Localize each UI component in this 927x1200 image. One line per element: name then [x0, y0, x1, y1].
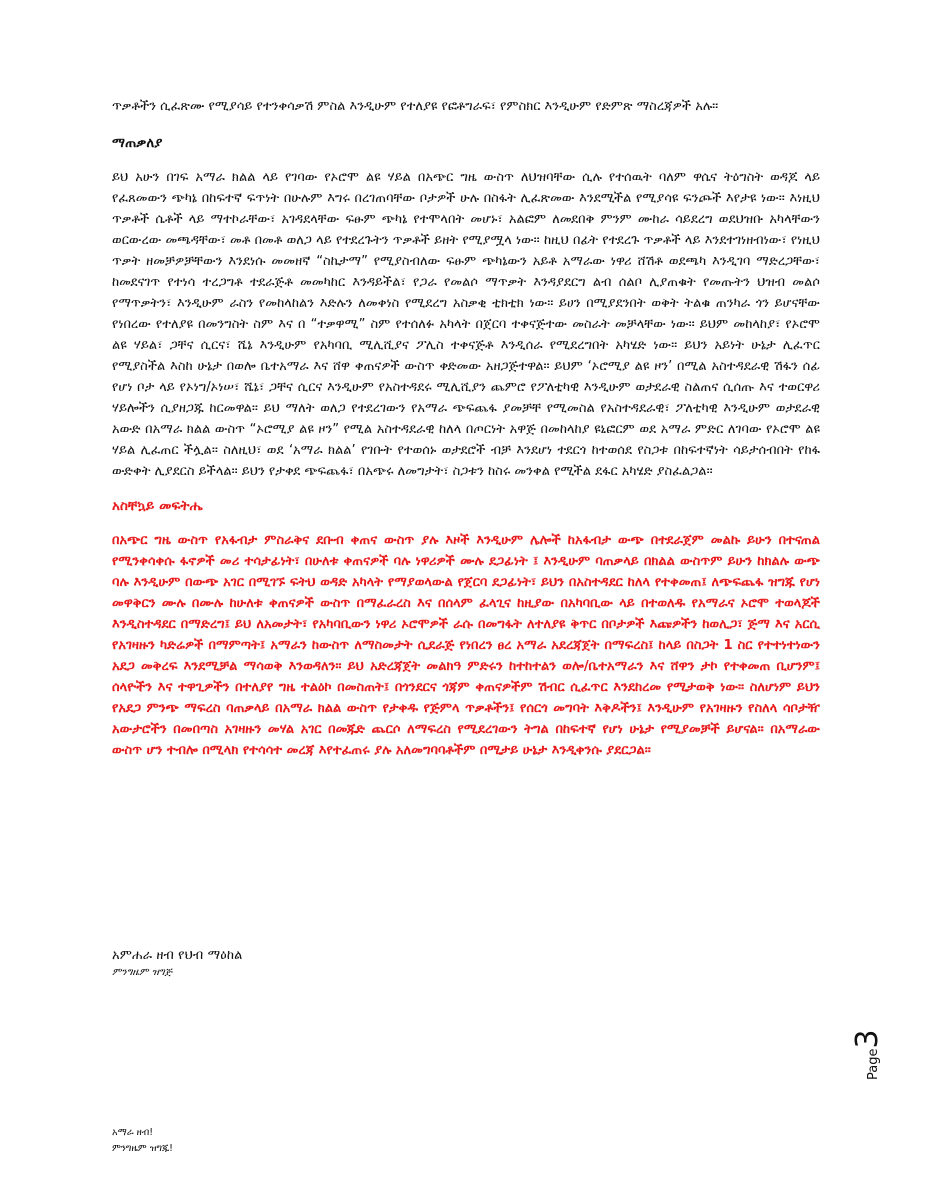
conclusion-heading: ማጠቃለያ — [112, 135, 163, 151]
signature-organization: አምሐራ ዘብ የህብ ማዕከል — [112, 948, 243, 963]
page-label: Page — [866, 1048, 881, 1080]
footer-line-1: አማራ ዘብ! — [112, 1127, 154, 1138]
page-number-rotated — [850, 1029, 885, 1080]
page-number-value: 3 — [850, 1029, 885, 1049]
page-number — [850, 1029, 900, 1100]
solution-heading: አስቸኳይ መፍትሔ — [112, 498, 203, 514]
signature-motto: ምንግዜም ዝግጅ — [112, 967, 173, 978]
page-footer — [112, 1125, 173, 1157]
conclusion-paragraph: ይህ አሁን በገፍ አማራ ክልል ላይ የገባው የኦሮሞ ልዩ ሃይል በአጭር ግዜ ውስጥ ለህዝባቸው ሲሉ የተሰዉት ባለም ዋሴና ትዕግስት ወዳጆ ላይ የፈጸመውን ጭካኔ በከፍተኛ ፍጥነት በሁሉም እግሩ በረገጠባቸው ቦታዎች ሁሉ በስፋት ሊፈጽመው እንደሚችል የሚያሳዩ ፍንጮች እየታዩ ነው። እነዚህ ጥቃቶች ሴቶች ላይ ማተኮራቸው፣ አገዳደላቸው ፍፁም ጭካኔ የተሞላበት መሆኑ፣ አልፎም ለመደበቅ ምንም ሙከራ ሳይደረግ ወደህዝቡ አካላቸውን ወርውረው መጫዳቸው፣ መቶ በመቶ ወለጋ ላይ የተደረጉትን ጥቃቶች ይዘት የሚያሟላ ነው። ከዚህ በፊት የተደረጉ ጥቃቶች ላይ እንደተገነዘብነው፣ የነዚህ ጥቃት ዘመቻዎቻቸውን እንደነሱ መመዘኛ “ስኬታማ” የሚያስብለው ፍፁም ጭካኔውን አይቶ አማራው ነዋሪ ሸሽቶ ወደጫካ እንዲገባ ማድረጋቸው፣ ከመደናገጥ የተነሳ ተረጋግቶ ተደራጅቶ መመካከር እንዳይችል፣ የጋራ የመልሶ ማጥቃት እንዳያደርግ ልብ ሰልቦ ሊያጠቁት የመጡትን ህዝብ መልሶ የማጥቃትን፣ እንዲሁም ራስን የመከላከልን እድሉን ለመቀነስ የሚደረግ አስቃቂ ቲክቲክ ነው። ይሀን በሚያደንበት ወቅት ትልቁ ጠንካራ ጎን ይሆናቸው የነበረው የተለያዩ በመንግስት ስም እና በ “ተቃዋሚ” ስም የተሰለፉ አካላት በጀርባ ተቀናጅተው መስራት መቻላቸው ነው። ይህም መከላከያ፣ የኦሮሞ ልዩ ሃይል፣ ጋቸና ሲርና፣ ሼኔ እንዲሁም የአካባቢ ሚሊሺያና ፖሊስ ተቀናጅቶ እንዲሰራ የሚደረግበት አካሄድ ነው። ይህን አይነት ሁኔታ ሊፈጥር የሚያስችል እስከ ሁኔታ በወሎ ቤተአማራ እና ሸዋ ቀጠናዎች ውስጥ ቀድመው አዘጋጅተዋል። ይህም ‘ኦሮሚያ ልዩ ዞን’ በሚል አስተዳደራዊ ሽፋን ሰፊ የሆነ ቦታ ላይ የኦነግ/ኦነሠ፣ ሼኔ፣ ጋቸና ሲርና እንዲሁም የአስተዳደሩ ሚሊሺያን ጨምሮ የፖለቲካዊ እንዲሁም ወታደራዊ ስልጠና ሲሰጡ እና ተወርዋሪ ሃይሎችን ሲያዘጋጁ ከርመዋል። ይህ ማለት ወለጋ የተደረገውን የአማራ ጭፍጨፋ ያመቻቸ የሚመስል የአስተዳደራዊ፣ ፖለቲካዊ እንዲሁም ወታደራዊ አውድ በአማራ ክልል ውስጥ “ኦሮሚያ ልዩ ዞን” የሚል አስተዳደራዊ ከለላ በጦርነት አዋጅ በመከላከያ ዩኒፎርም ወደ አማራ ምድር ለገባው የኦሮሞ ልዩ ሃይል ሊፈጠር ችሏል። ስለዚህ፣ ወደ ‘አማራ ክልል’ የገቡት የተወሰኑ ወታደሮች ብቻ እንደሆነ ተደርጎ ከተወሰደ የስጋቱ በከፍተኛነት ሳይታሰብበት የከፋ ውድቀት ሊያደርስ ይችላል። ይህን የታቀደ ጭፍጨፋ፣ በአጭሩ ለመግታት፣ ስጋቱን ከስሩ መንቀል የሚችል ደፋር አካሄድ ያስፈልጋል። — [112, 170, 821, 479]
page-content — [112, 96, 820, 761]
footer-line-2: ምንግዜም ዝግጁ! — [112, 1143, 173, 1154]
solution-paragraph: በአጭር ግዜ ውስጥ የአፋብታ ምስራቅና ደቡብ ቀጠና ውስጥ ያሉ እዞች እንዲሁም ሌሎች ከአፋብታ ውጭ በተደራጀም መልኩ ይሁን በተናጠል የሚንቀሳቀሱ ፋኖዎች መሪ ተሳታፊነት፣ በሁለቱ ቀጠናዎች ባሉ ነዋሪዎች ሙሉ ደጋፊነት ፤ እንዲሁም ባጠቃላይ በክልል ውስጥም ይሁን ከክልሉ ውጭ ባሉ እንዲሁም በውጭ አገር በሚገኙ ፍትህ ወዳድ አካላት የማያወላውል የጀርባ ደጋፊነት፣ ይህን በአስተዳደር ከለላ የተቀመጠ፤ ለጭፍጨፋ ዝግጁ የሆነ መዋቅርን ሙሉ በሙሉ ከሁለቱ ቀጠናዎች ውስጥ በማፈራረስ እና በሰላም ፈላጊና ከዚያው በአካባቢው ላይ በተወለዱ የአማራና ኦሮሞ ተወላጆች እንዲስተዳደር በማድረግ፤ ይህ ለአመታት፣ የአካባቢውን ነዋሪ ኦሮሞዎች ራሱ በመግፋት ለተለያዩ ቅጥር በቦታዎች እጩዎችን ከወሊጋ፣ ጅማ እና አርሲ የአገዛዙን ካድሬዎች በማምጣት፤ አማራን ከውስጥ ለማስመታት ሲደራጅ የነበረን ፀረ አማራ አደረጃጀት በማፍረስ፤ ከላይ በስጋት 1 ስር የተተነተነውን አደጋ መቅረፍ እንደሚቻል ማሳወቅ እንወዳለን። ይህ አድረጃጀት መልክዓ ምድሩን ከተከተልን ወሎ/ቤተአማራን እና ሸዋን ታኮ የተቀመጠ ቢሆንም፤ ሰላዮችን እና ተዋጊዎችን በተለያየ ግዜ ተልዕኮ በመስጠት፤ በጎንደርና ጎጃም ቀጠናዎችም ሽብር ሲፈጥር እንደከረመ የሚታወቅ ነው። ስለሆነም ይህን የአደጋ ምንጭ ማፍረስ ባጠቃላይ በአማራ ክልል ውስጥ የታቀዱ የጅምላ ጥቃቶችን፤ የሰርጎ መግባት እቅዶችን፤ እንዲሁም የአገዛዙን የስለላ ሳቦታዥ አውታሮችን በመበጣስ አገዛዙን መሃል አገር በመጁድ ጨርሶ ለማፍረስ የሚደረገውን ትግል በከፍተኛ የሆነ ሁኔታ የሚያመቻች ይሆናል። በአማራው ውስጥ ሆን ተብሎ በሚላክ የተሳሳተ መረጃ እየተፈጠሩ ያሉ አለመግባባቶችም በሚታይ ሁኔታ እንዲቀንሱ ያደርጋል። — [112, 533, 820, 758]
intro-paragraph: ጥቃቶችን ሲፈጽሙ የሚያሳይ የተንቀሳቃሽ ምስል እንዲሁም የተለያዩ የፎቶግራፍ፣ የምስክር እንዲሁም የድምጽ ማስረጃዎች አሉ። — [112, 99, 719, 114]
signature-block — [112, 947, 242, 981]
